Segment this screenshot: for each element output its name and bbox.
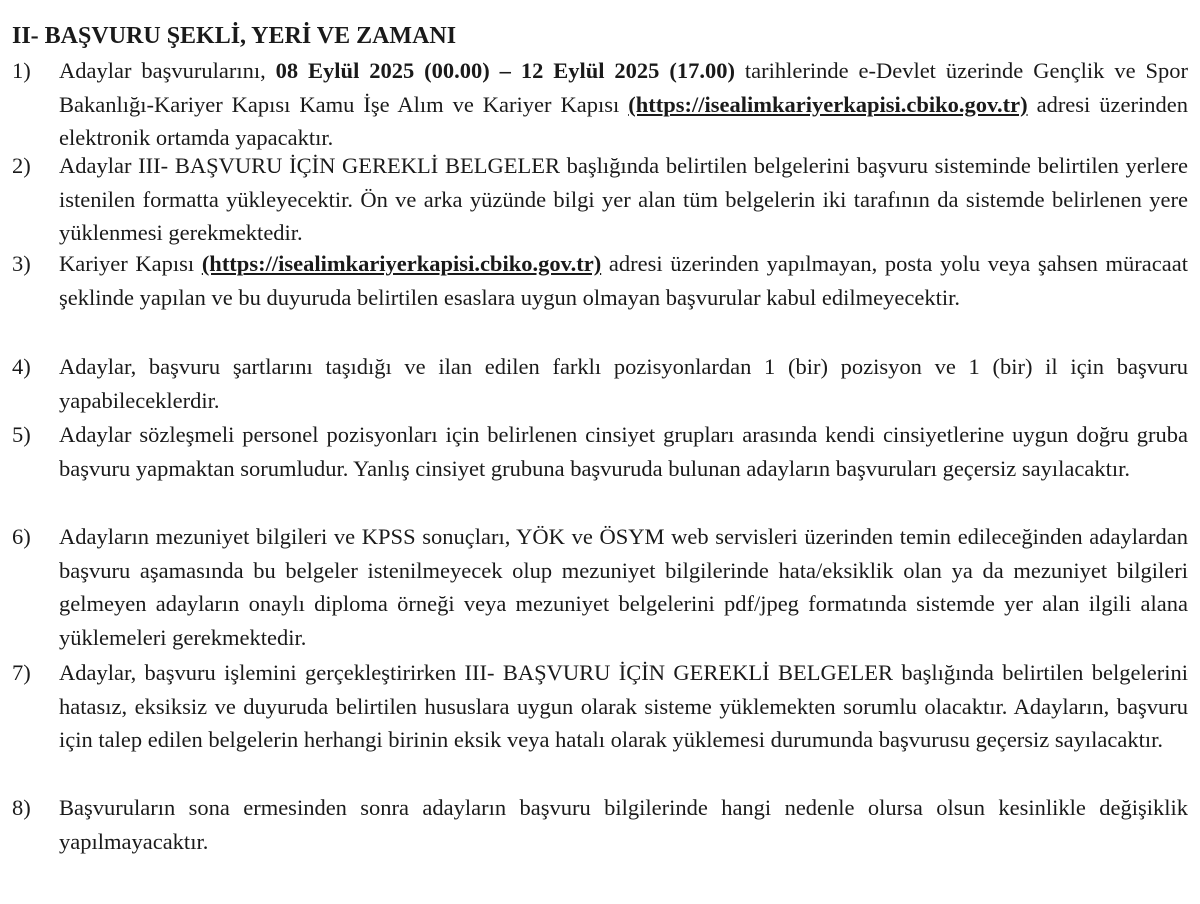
item-text <box>59 54 1188 155</box>
item-number: 3) <box>12 251 31 276</box>
section-heading: II- BAŞVURU ŞEKLİ, YERİ VE ZAMANI <box>12 23 457 49</box>
list-item-7 <box>12 656 1188 757</box>
list-item-5 <box>12 418 1188 485</box>
item-text: Adaylar, başvuru şartlarını taşıdığı ve ilan edilen farklı pozisyonlardan 1 (bir) pozisyon ve 1 (bir) il için başvuru yapabileceklerdir. <box>59 354 1188 413</box>
item-text: Adaylar III- BAŞVURU İÇİN GEREKLİ BELGELER başlığında belirtilen belgelerini başvuru sisteminde belirtilen yerlere istenilen formatta yükleyecektir. Ön ve arka yüzünde bilgi yer alan tüm belgelerin iki tarafının da sistemde belirlenen yere yüklenmesi gerekmektedir. <box>59 153 1188 245</box>
item-text: Başvuruların sona ermesinden sonra adayların başvuru bilgilerinde hangi nedenle olursa olsun kesinlikle değişiklik yapılmayacaktır. <box>59 795 1188 854</box>
list-item-2 <box>12 149 1188 250</box>
item-text-part: adresi üzerinden yapılmayan, posta yolu veya şahsen müracaat şeklinde yapılan ve bu duyuruda belirtilen esaslara uygun olmayan başvurular kabul edilmeyecektir. <box>59 251 1188 310</box>
item-number: 7) <box>12 660 31 685</box>
list-item-8 <box>12 791 1188 858</box>
item-text: Adaylar, başvuru işlemini gerçekleştirirken III- BAŞVURU İÇİN GEREKLİ BELGELER başlığında belirtilen belgelerini hatasız, eksiksiz ve duyuruda belirtilen hususlara uygun olarak sisteme yüklemekten sorumlu olacaktır. Adayların, başvuru için talep edilen belgelerin herhangi birinin eksik veya hatalı olarak yüklemesi durumunda başvurusu geçersiz sayılacaktır. <box>59 660 1188 752</box>
item-text <box>59 247 1188 314</box>
item-number: 4) <box>12 354 31 379</box>
item-text-part: Adaylar başvurularını, <box>59 58 276 83</box>
list-item-4 <box>12 350 1188 417</box>
item-number: 6) <box>12 524 31 549</box>
item-number: 1) <box>12 58 31 83</box>
item-text-part: tarihlerinde e-Devlet üzerinde Gençlik ve Spor Bakanlığı-Kariyer Kapısı Kamu İşe Alım ve Kariyer Kapısı <box>59 58 1188 117</box>
item-text: Adayların mezuniyet bilgileri ve KPSS sonuçları, YÖK ve ÖSYM web servisleri üzerinden temin edileceğinden adaylardan başvuru aşamasında bu belgeler istenilmeyecek olup mezuniyet bilgilerinde hata/eksiklik olan ya da mezuniyet bilgileri gelmeyen adayların onaylı diploma örneği veya mezuniyet belgelerini pdf/jpeg formatında sistemde yer alan ilgili alana yüklemeleri gerekmektedir. <box>59 524 1188 650</box>
item-number: 5) <box>12 422 31 447</box>
item-number: 2) <box>12 153 31 178</box>
career-gate-link[interactable]: (https://isealimkariyerkapisi.cbiko.gov.tr) <box>628 91 1028 117</box>
item-text-part: adresi üzerinden elektronik ortamda yapacaktır. <box>59 91 1188 150</box>
career-gate-link[interactable]: (https://isealimkariyerkapisi.cbiko.gov.tr) <box>201 251 602 276</box>
application-dates: 08 Eylül 2025 (00.00) – 12 Eylül 2025 (17.00) <box>275 58 735 83</box>
list-item-6 <box>12 520 1188 654</box>
item-text: Adaylar sözleşmeli personel pozisyonları için belirlenen cinsiyet grupları arasında kendi cinsiyetlerine uygun doğru gruba başvuru yapmaktan sorumludur. Yanlış cinsiyet grubuna başvuruda bulunan adayların başvuruları geçersiz sayılacaktır. <box>59 422 1188 481</box>
item-number: 8) <box>12 795 31 820</box>
list-item-3 <box>12 247 1188 314</box>
list-item-1 <box>12 54 1188 155</box>
item-text-part: Kariyer Kapısı <box>59 251 202 276</box>
